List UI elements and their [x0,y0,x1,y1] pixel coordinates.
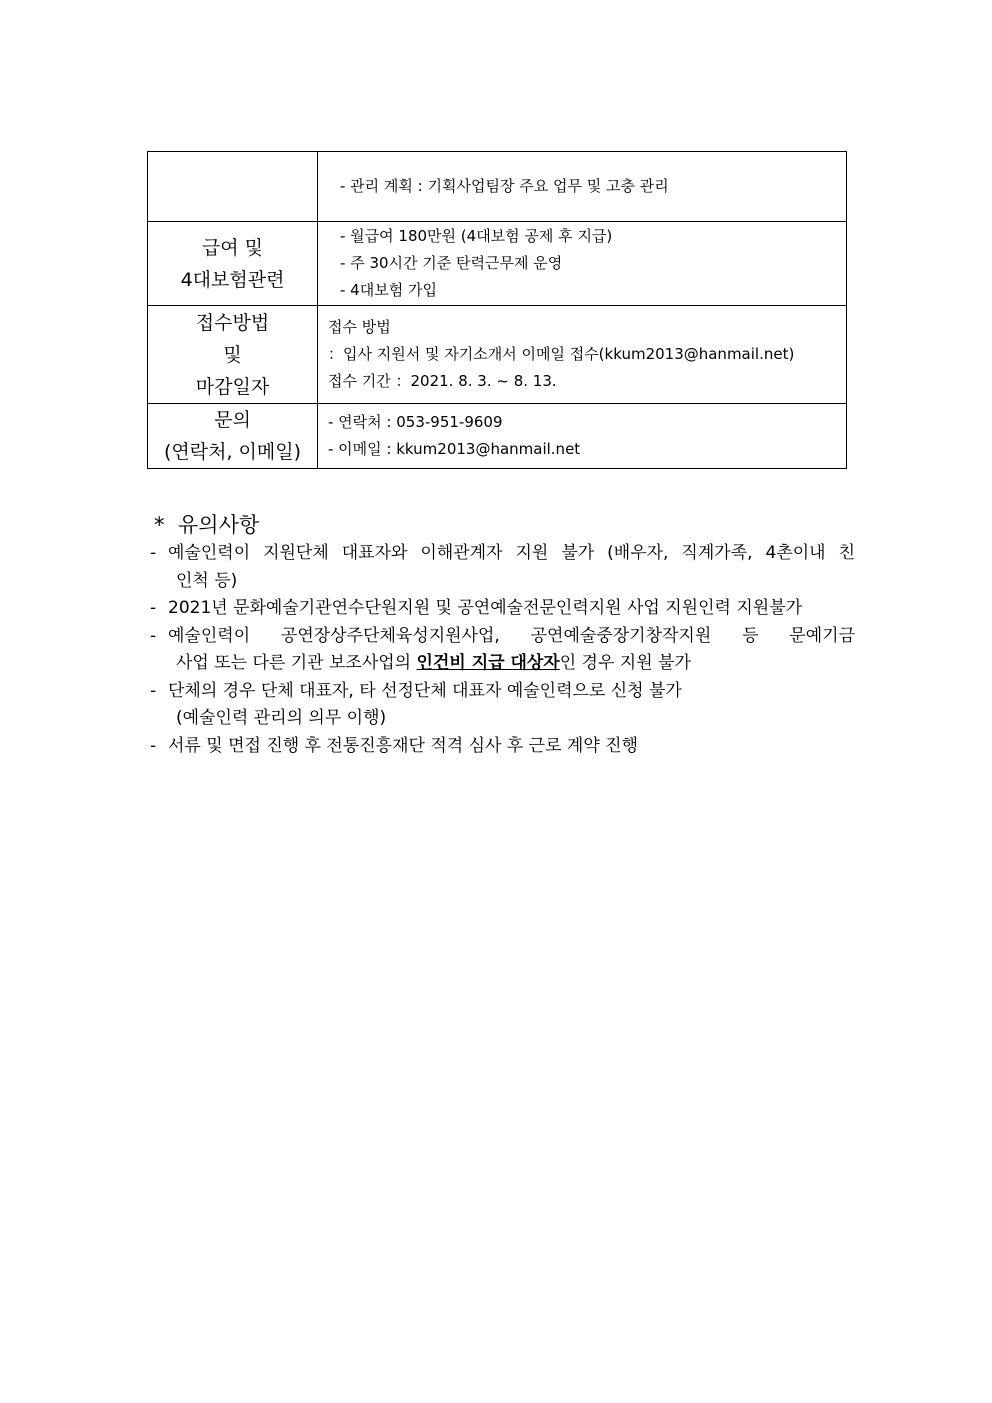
note-item-3 [150,623,855,678]
application-period: 접수 기간 ：2021. 8. 3. ~ 8. 13. [328,372,557,390]
application-method-label: 접수 방법 [328,318,391,336]
notes-heading [154,510,855,540]
contact-phone: - 연락처 : 053-951-9609 [328,413,503,431]
recruitment-info-table [147,151,847,469]
salary-line-1: - 월급여 180만원 (4대보험 공제 후 지급) [340,227,613,245]
dash-bullet: - [150,625,157,646]
dash-bullet: - [150,543,157,563]
dash-bullet: - [150,735,157,756]
table-row-application [148,306,847,404]
application-header-line-1: 접수방법 [195,311,270,334]
contact-header-line-2: (연락처, 이메일) [163,441,302,463]
note-item-1 [150,540,855,595]
note-item-2 [150,595,855,623]
note-3-line-2 [150,650,855,678]
row-body-contact [318,404,847,469]
note-item-5 [150,733,855,761]
row-body-salary [318,222,847,306]
row-body-management-plan [318,152,847,222]
notes-section [150,510,855,760]
table-row-management-plan [148,152,847,222]
contact-header-line-1: 문의 [214,409,251,431]
contact-email: - 이메일 : kkum2013@hanmail.net [328,440,581,458]
note-3-line-2-pre: 사업 또는 다른 기관 보조사업의 [176,653,417,673]
note-1-line-2: 인척 등) [176,570,238,591]
note-5-line-1: 서류 및 면접 진행 후 전통진흥재단 적격 심사 후 근로 계약 진행 [168,735,638,756]
asterisk-icon: * [154,513,165,537]
table-row-contact [148,404,847,469]
application-method-detail: ：입사 지원서 및 자기소개서 이메일 접수(kkum2013@hanmail.net) [328,345,795,363]
note-1-line-1: 예술인력이 지원단체 대표자와 이해관계자 지원 불가 (배우자, 직계가족, 4촌이내 친 [168,543,855,563]
row-header-application [148,306,318,404]
note-item-4 [150,678,855,733]
note-2-line-1: 2021년 문화예술기관연수단원지원 및 공연예술전문인력지원 사업 지원인력 지원불가 [168,598,803,618]
salary-header-line-1: 급여 및 [201,236,264,259]
application-header-line-2: 및 [223,343,242,366]
salary-header-line-2: 4대보험관련 [180,268,285,291]
salary-line-2: - 주 30시간 기준 탄력근무제 운영 [340,254,563,272]
row-body-application [318,306,847,404]
dash-bullet: - [150,598,157,618]
dash-bullet: - [150,680,157,701]
note-3-line-2-post: 인 경우 지원 불가 [559,653,691,673]
row-header-contact [148,404,318,469]
salary-line-3: - 4대보험 가입 [340,281,437,299]
note-3-line-1: 예술인력이 공연장상주단체육성지원사업, 공연예술중장기창작지원 등 문예기금 [168,625,855,646]
row-header-empty [148,152,318,222]
management-plan-text: - 관리 계획 : 기획사업팀장 주요 업무 및 고충 관리 [340,177,669,195]
application-header-line-3: 마감일자 [195,375,270,398]
notes-title: 유의사항 [178,513,260,537]
note-3-emphasis: 인건비 지급 대상자 [416,653,560,673]
note-4-line-2: (예술인력 관리의 의무 이행) [176,708,387,728]
table-row-salary [148,222,847,306]
note-4-line-1: 단체의 경우 단체 대표자, 타 선정단체 대표자 예술인력으로 신청 불가 [168,680,682,701]
row-header-salary [148,222,318,306]
